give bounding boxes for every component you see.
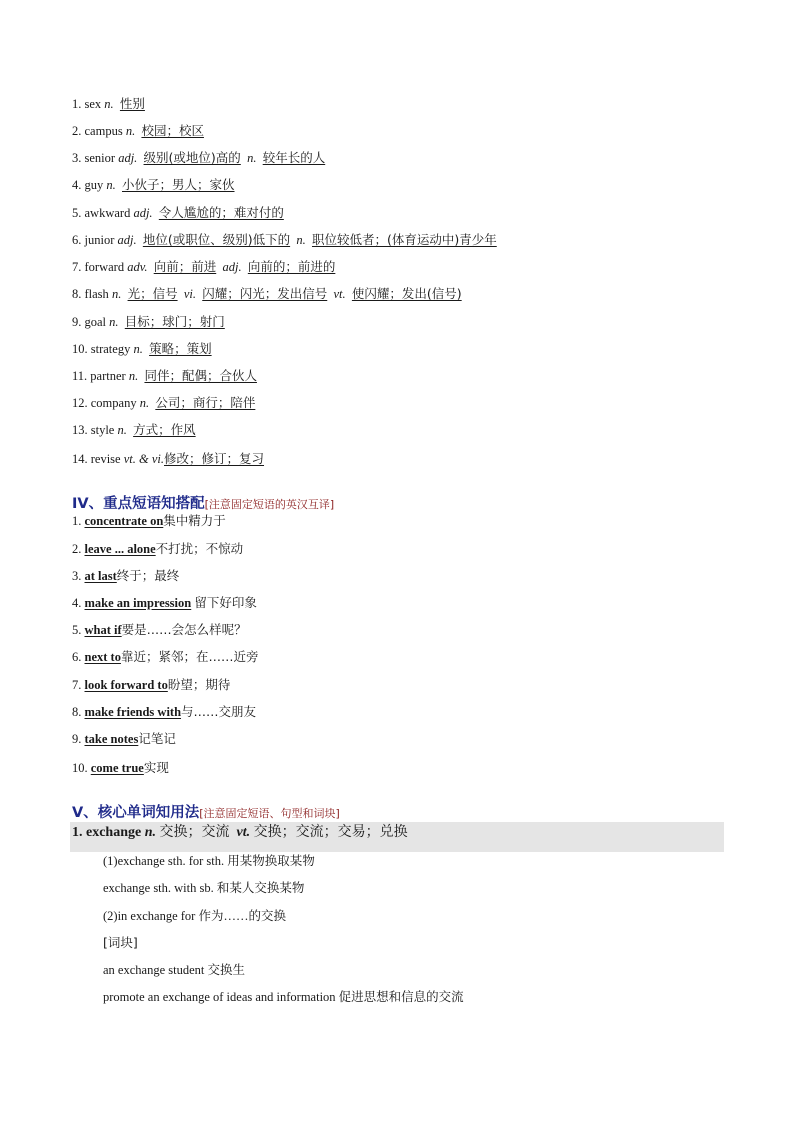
vocab-item-3: 3. senior adj. 级别(或地位)高的 n. 较年长的人 bbox=[72, 150, 326, 165]
vocab-item-10: 10. strategy n. 策略；策划 bbox=[72, 341, 212, 356]
vocab-item-6: 6. junior adj. 地位(或职位、级别)低下的 n. 职位较低者；(体育运动中)青少年 bbox=[72, 232, 497, 247]
vocab-item-1: 1. sex n. 性别 bbox=[72, 96, 145, 111]
phrase-item-3: 3. at last终于；最终 bbox=[72, 568, 180, 583]
phrase-item-6: 6. next to靠近；紧邻；在……近旁 bbox=[72, 649, 259, 664]
vocab-item-12: 12. company n. 公司；商行；陪伴 bbox=[72, 395, 256, 410]
section-4-note: [注意固定短语的英汉互译] bbox=[204, 498, 335, 511]
entry-exchange-headword: 1. exchange n. 交换；交流 vt. 交换；交流；交易；兑换 bbox=[72, 824, 408, 840]
vocab-item-7: 7. forward adv. 向前；前进 adj. 向前的；前进的 bbox=[72, 259, 336, 274]
usage-line-1: (1)exchange sth. for sth. 用某物换取某物 bbox=[103, 854, 315, 868]
section-4-heading bbox=[72, 492, 334, 513]
usage-line-4: an exchange student 交换生 bbox=[103, 963, 245, 977]
section-5-title: V、核心单词知用法 bbox=[72, 805, 200, 821]
phrase-item-5: 5. what if要是……会怎么样呢？ bbox=[72, 622, 247, 637]
phrase-item-9: 9. take notes记笔记 bbox=[72, 731, 176, 746]
vocab-item-8: 8. flash n. 光；信号 vi. 闪耀；闪光；发出信号 vt. 使闪耀；发出(信号) bbox=[72, 286, 462, 301]
vocab-item-13: 13. style n. 方式；作风 bbox=[72, 422, 196, 437]
phrase-item-10: 10. come true实现 bbox=[72, 760, 169, 775]
usage-line-5: promote an exchange of ideas and information 促进思想和信息的交流 bbox=[103, 990, 464, 1004]
section-5-note: [注意固定短语、句型和词块] bbox=[199, 807, 340, 820]
usage-chunk-label: [词块] bbox=[103, 935, 138, 950]
usage-line-3: (2)in exchange for 作为……的交换 bbox=[103, 909, 286, 923]
vocab-item-9: 9. goal n. 目标；球门；射门 bbox=[72, 314, 225, 329]
vocab-item-5: 5. awkward adj. 令人尴尬的；难对付的 bbox=[72, 205, 284, 220]
phrase-item-2: 2. leave ... alone不打扰；不惊动 bbox=[72, 541, 244, 556]
vocab-item-14: 14. revise vt. & vi.修改；修订；复习 bbox=[72, 451, 265, 466]
section-4-title: IV、重点短语知搭配 bbox=[72, 496, 205, 512]
phrase-item-8: 8. make friends with与……交朋友 bbox=[72, 704, 257, 719]
section-5-heading bbox=[72, 801, 340, 822]
phrase-item-7: 7. look forward to盼望；期待 bbox=[72, 677, 231, 692]
vocab-item-11: 11. partner n. 同伴；配偶；合伙人 bbox=[72, 368, 257, 383]
vocab-item-4: 4. guy n. 小伙子；男人；家伙 bbox=[72, 177, 235, 192]
phrase-item-4: 4. make an impression 留下好印象 bbox=[72, 595, 257, 610]
phrase-item-1: 1. concentrate on集中精力于 bbox=[72, 513, 226, 528]
vocab-item-2: 2. campus n. 校园；校区 bbox=[72, 123, 204, 138]
usage-line-2: exchange sth. with sb. 和某人交换某物 bbox=[103, 881, 305, 895]
